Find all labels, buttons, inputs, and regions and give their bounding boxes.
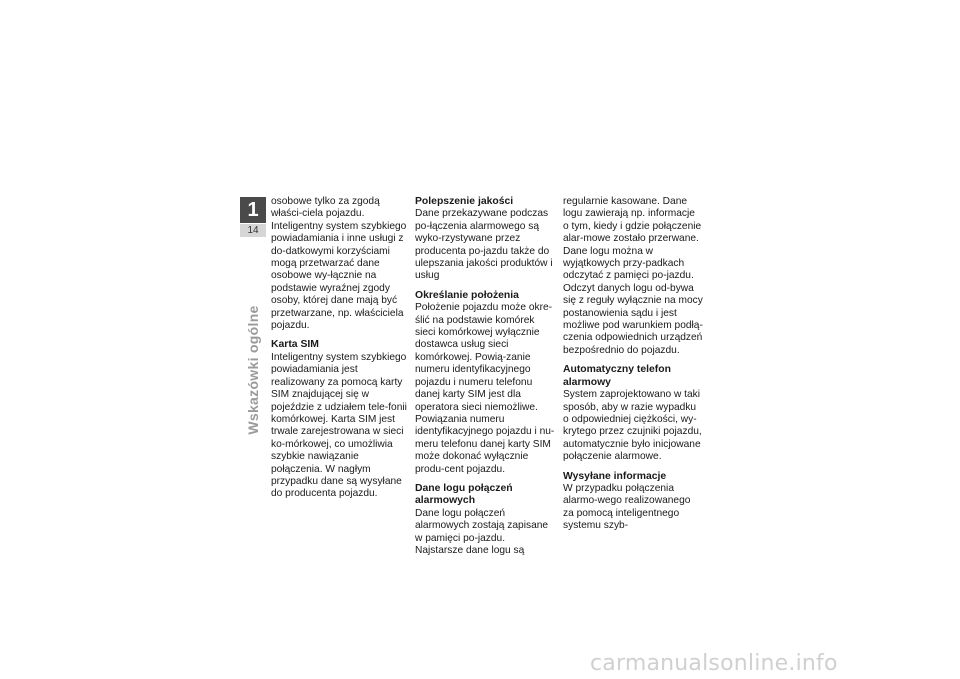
paragraph-call-logs: Dane logu połączeń alarmowych zostają zapisane w pamięci po-jazdu. Najstarsze dane logu są <box>415 507 549 556</box>
paragraph-sent-information: W przypadku połączenia alarmo-wego realizowanego za pomocą inteligentnego systemu szyb- <box>563 482 691 532</box>
paragraph-location: Położenie pojazdu może okre-ślić na podstawie komórek sieci komórkowej wyłącznie dostawca usług sieci komórkowej. Powią-zanie numeru identyfikacyjnego pojazdu i numeru telefonu danej karty SIM jest dla operatora sieci niemożliwe. Powiązania numeru identyfikacyjnego pojazdu i nu-meru telefonu danej karty SIM może dokonać wyłącznie produ-cent pojazdu. <box>415 302 555 475</box>
paragraph-sim-card: Inteligentny system szybkiego powiadamiania jest realizowany za pomocą karty SIM znajdującej się w pojeździe z udziałem tele-fonii komórkowej. Karta SIM jest trwale zarejestrowana w sieci ko-mórkowej, co umożliwia szybkie nawiązanie połączenia. W nagłym przypadku dane są wysyłane do producenta pojazdu. <box>271 351 407 500</box>
heading-quality: Polepszenie jakości <box>415 196 514 207</box>
heading-sent-information: Wysyłane informacje <box>563 470 667 482</box>
chapter-marker <box>240 197 266 237</box>
heading-automatic-call: Automatyczny telefon alarmowy <box>563 364 671 388</box>
paragraph-quality: Dane przekazywane podczas po-łączenia alarmowego są wyko-rzystywane przez producenta po-jazdu także do ulepszania jakości produktów i usług <box>415 208 553 282</box>
paragraph-log-deletion: regularnie kasowane. Dane logu zawierają np. informacje o tym, kiedy i gdzie połączenie alar-mowe zostało przerwane. Dane logu można w wyjątkowych przy-padkach odczytać z pamięci po-jazdu. Odczyt danych logu od-bywa się z reguły wyłącznie na mocy postanowienia sądu i jest możliwe pod warunkiem podłą-czenia odpowiednich urządzeń bezpośrednio do pojazdu. <box>563 196 703 356</box>
paragraph-automatic-call: System zaprojektowano w taki sposób, aby w razie wypadku o odpowiedniej ciężkości, wy-krytego przez czujniki pojazdu, automatycznie było inicjowane połączenie alarmowe. <box>563 389 702 463</box>
paragraph-consent: osobowe tylko za zgodą właści-ciela pojazdu. <box>271 196 380 220</box>
text-column-3 <box>563 196 703 533</box>
chapter-side-title: Wskazówki ogólne <box>245 305 261 435</box>
heading-sim-card: Karta SIM <box>271 339 319 351</box>
chapter-number: 1 <box>240 197 266 223</box>
text-column-1 <box>271 196 411 501</box>
page-number: 14 <box>240 224 266 237</box>
watermark-text: carmanualsonline.info <box>590 651 838 676</box>
heading-location: Określanie położenia <box>415 289 519 301</box>
paragraph-intelligent-system: Inteligentny system szybkiego powiadamiania i inne usługi z do-datkowymi korzyściami mogą przetwarzać dane osobowe wy-łącznie na podstawie wyraźnej zgody osoby, której dane mają być przetwarzane, np. właściciela pojazdu. <box>271 220 407 332</box>
heading-call-logs: Dane logu połączeń alarmowych <box>415 482 513 507</box>
text-column-2 <box>415 196 555 557</box>
